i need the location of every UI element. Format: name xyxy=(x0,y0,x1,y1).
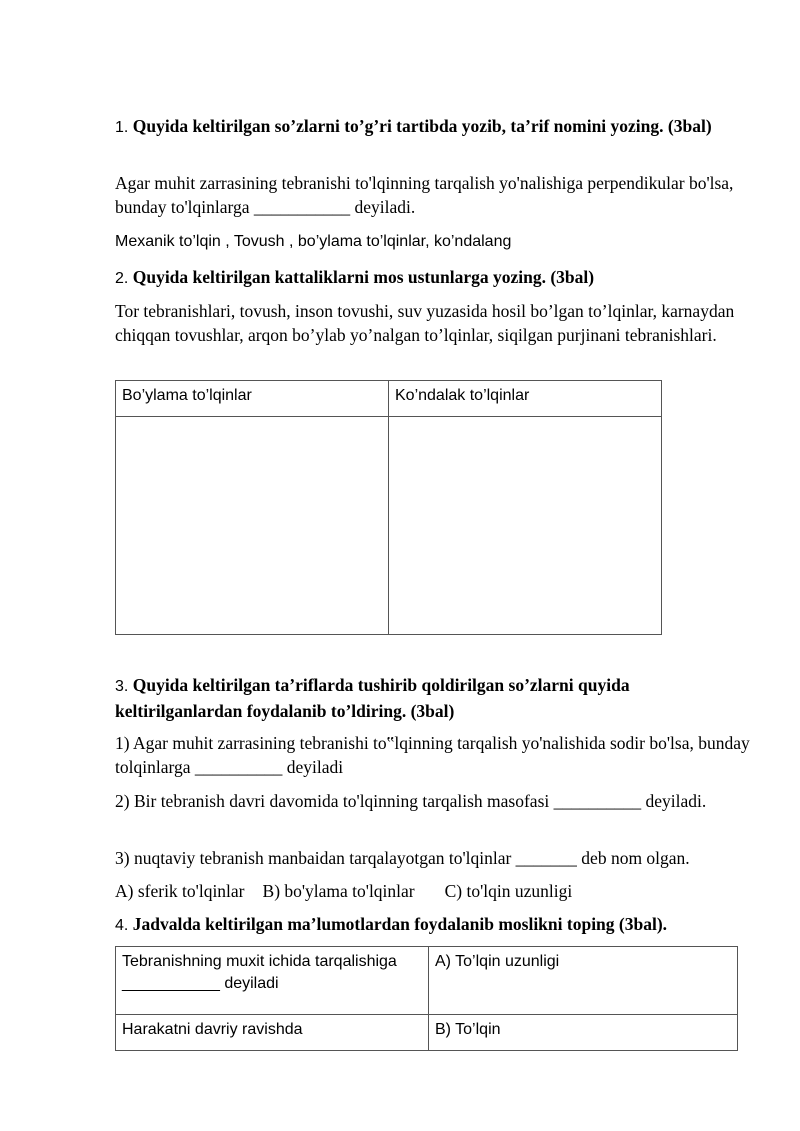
q1-words: Mexanik to’lqin , Tovush , bo’ylama to’lqinlar, ko’ndalang xyxy=(115,233,512,250)
q4-row-2-right: B) To’lqin xyxy=(429,1015,738,1051)
q2-table-header-longitudinal: Bo’ylama to’lqinlar xyxy=(116,381,389,417)
q1-number: 1. xyxy=(115,119,129,136)
q2-table-cell-transverse[interactable] xyxy=(389,417,662,635)
q3-heading-block xyxy=(115,673,735,723)
q2-table xyxy=(115,380,662,635)
q3-options xyxy=(115,879,755,903)
q3-option-c: C) to'lqin uzunligi xyxy=(444,881,573,901)
q1-sentence: Agar muhit zarrasining tebranishi to'lqinning tarqalish yo'nalishiga perpendikular bo'lsa, bunday to'lqinlarga ___________ deyiladi. xyxy=(115,173,734,217)
q4-heading-block xyxy=(115,912,755,938)
q1-heading-block xyxy=(115,114,735,140)
q2-text: Tor tebranishlari, tovush, inson tovushi, suv yuzasida hosil bo’lgan to’lqinlar, karnaydan chiqqan tovushlar, arqon bo’ylab yo’nalgan to’lqinlar, siqilgan purjinani tebranishlari. xyxy=(115,301,735,345)
q4-number: 4. xyxy=(115,917,129,934)
q4-row-1-left: Tebranishning muxit ichida tarqalishiga ___________ deyiladi xyxy=(116,947,429,1015)
q3-heading: Quyida keltirilgan ta’riflarda tushirib qoldirilgan so’zlarni quyida keltirilganlardan foydalanib to’ldiring. (3bal) xyxy=(115,675,630,721)
q2-table-cell-longitudinal[interactable] xyxy=(116,417,389,635)
q4-heading: Jadvalda keltirilgan ma’lumotlardan foydalanib moslikni toping (3bal). xyxy=(132,914,668,934)
q4-row-1-right: A) To’lqin uzunligi xyxy=(429,947,738,1015)
q3-option-a: A) sferik to'lqinlar xyxy=(115,881,245,901)
q3-item-1: 1) Agar muhit zarrasining tebranishi to‟lqinning tarqalish yo'nalishida sodir bo'lsa, bunday tolqinlarga __________ deyiladi xyxy=(115,733,750,777)
q2-heading-block xyxy=(115,265,745,291)
q4-row-2-left: Harakatni davriy ravishda xyxy=(116,1015,429,1051)
q3-number: 3. xyxy=(115,678,129,695)
q2-table-header-transverse: Ko’ndalak to’lqinlar xyxy=(389,381,662,417)
q3-item-2: 2) Bir tebranish davri davomida to'lqinning tarqalish masofasi __________ deyiladi. xyxy=(115,791,707,811)
q2-number: 2. xyxy=(115,270,129,287)
q1-heading: Quyida keltirilgan so’zlarni to’g’ri tartibda yozib, ta’rif nomini yozing. (3bal) xyxy=(132,116,712,136)
q2-heading: Quyida keltirilgan kattaliklarni mos ustunlarga yozing. (3bal) xyxy=(132,267,595,287)
q3-item-3: 3) nuqtaviy tebranish manbaidan tarqalayotgan to'lqinlar _______ deb nom olgan. xyxy=(115,848,690,868)
q4-table xyxy=(115,946,738,1051)
q3-option-b: B) bo'ylama to'lqinlar xyxy=(262,881,415,901)
